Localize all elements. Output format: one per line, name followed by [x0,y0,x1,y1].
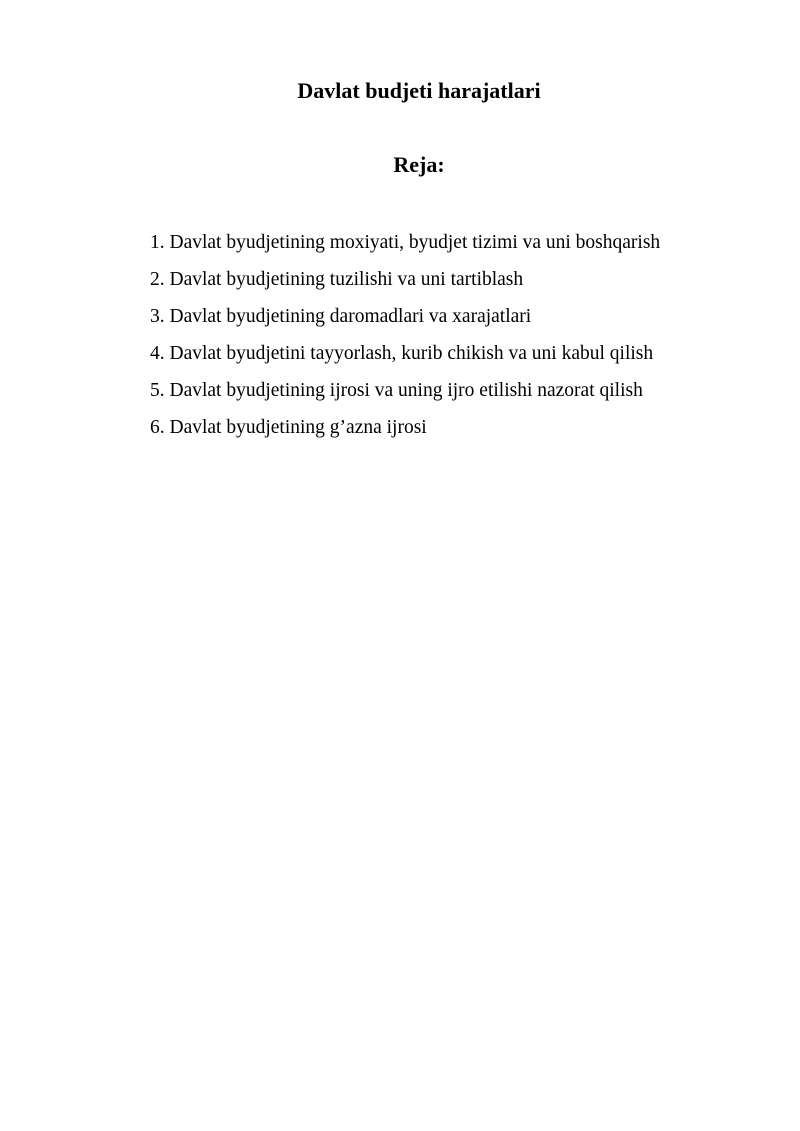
plan-item-5: 5. Davlat byudjetining ijrosi va uning ijro etilishi nazorat qilish [150,380,643,401]
plan-item-6: 6. Davlat byudjetining g’azna ijrosi [150,417,427,438]
plan-item-3: 3. Davlat byudjetining daromadlari va xarajatlari [150,306,532,327]
document-title: Davlat budjeti harajatlari [297,78,541,103]
plan-item-4: 4. Davlat byudjetini tayyorlash, kurib chikish va uni kabul qilish [150,343,654,364]
plan-heading: Reja: [393,152,445,177]
plan-item-1: 1. Davlat byudjetining moxiyati, byudjet tizimi va uni boshqarish [150,232,661,253]
plan-item-2: 2. Davlat byudjetining tuzilishi va uni tartiblash [150,269,524,290]
plan-list [150,224,770,446]
